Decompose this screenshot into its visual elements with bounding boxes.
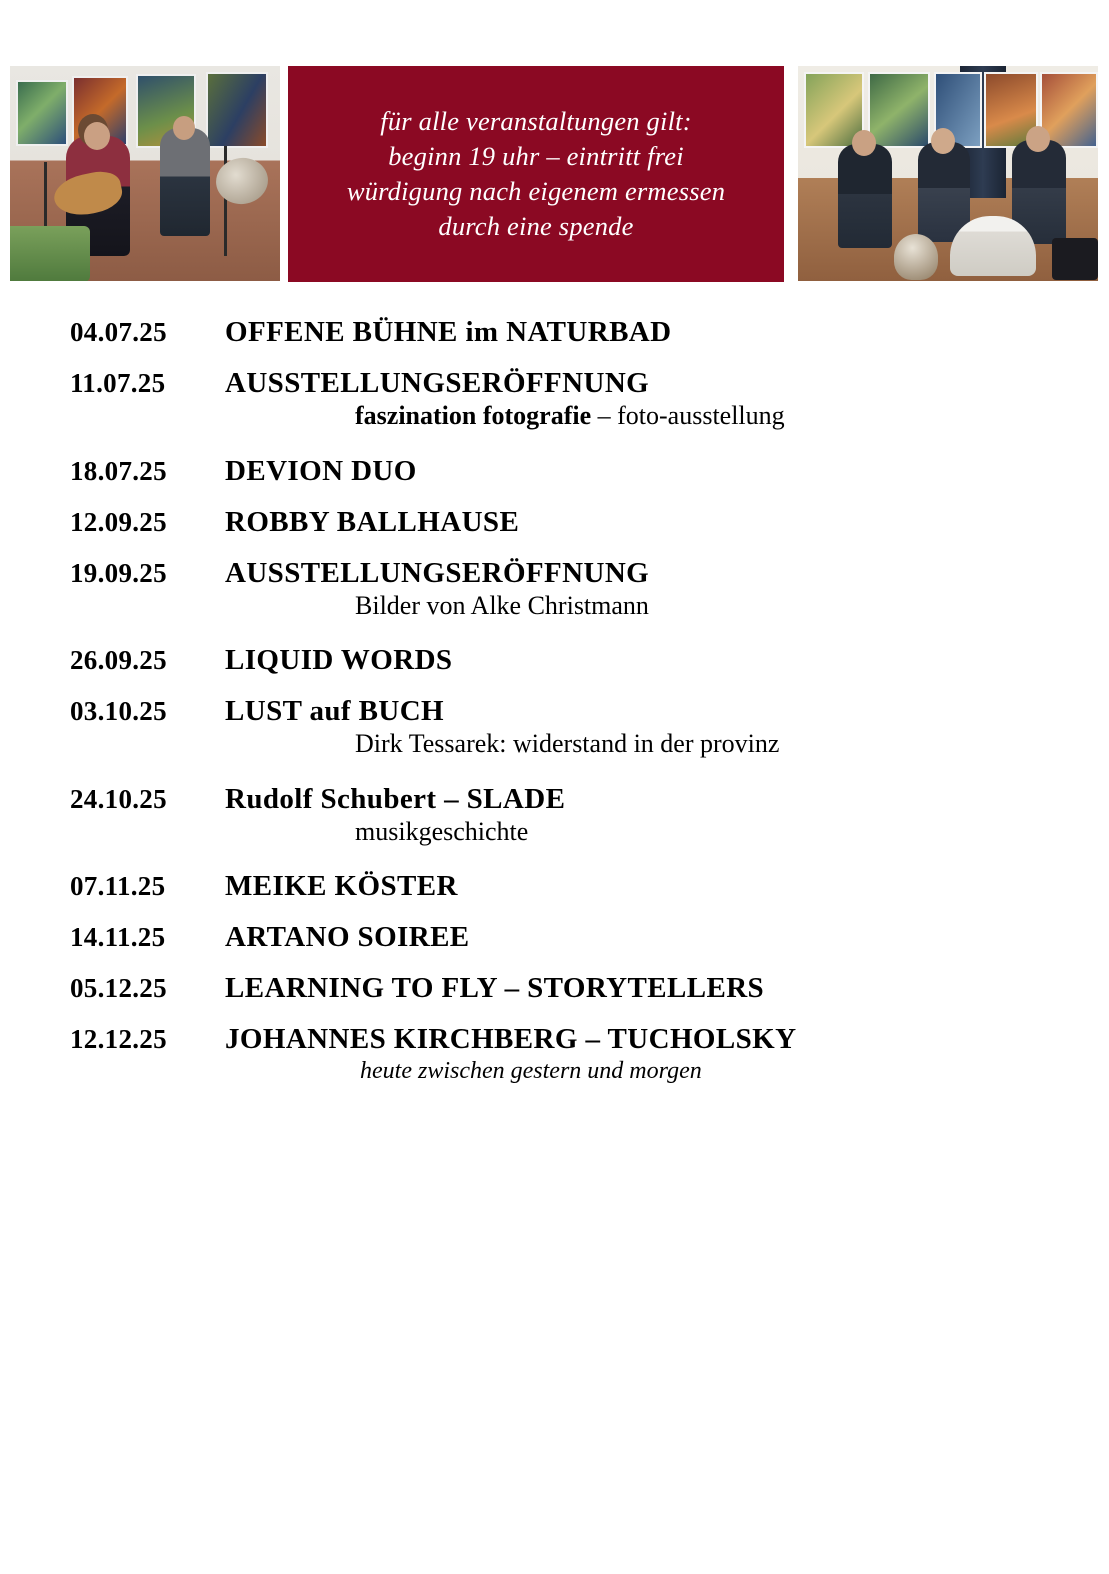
photo-left	[10, 66, 280, 281]
event-row	[0, 695, 1109, 761]
event-row	[0, 783, 1109, 849]
performer-figure	[838, 144, 892, 248]
instrument-case	[1052, 238, 1098, 280]
event-date: 11.07.25	[70, 368, 166, 398]
performer-head	[1026, 126, 1050, 152]
event-subtitle: heute zwischen gestern und morgen	[360, 1058, 702, 1084]
event-title: ARTANO SOIREE	[225, 921, 470, 953]
event-title: AUSSTELLUNGSERÖFFNUNG	[225, 556, 650, 589]
event-row	[0, 367, 1109, 433]
event-row	[0, 557, 1109, 623]
event-subtitle-bold: faszination fotografie	[355, 401, 592, 430]
event-row	[0, 1023, 1109, 1086]
notice-line-3: würdigung nach eigenem ermessen	[346, 176, 726, 206]
event-date: 24.10.25	[70, 783, 167, 814]
event-title: LEARNING TO FLY – STORYTELLERS	[225, 972, 765, 1004]
event-date: 03.10.25	[70, 696, 167, 726]
drum-icon	[213, 155, 271, 208]
notice-line-4: durch eine spende	[438, 211, 634, 242]
event-row	[0, 316, 1109, 349]
event-date: 26.09.25	[70, 645, 167, 675]
artwork-thumb	[868, 72, 930, 148]
event-row	[0, 972, 1109, 1005]
artwork-thumb	[16, 80, 68, 146]
program-list	[0, 316, 1109, 1108]
event-title: OFFENE BÜHNE im NATURBAD	[225, 316, 672, 348]
artwork-thumb	[206, 72, 268, 148]
performer-head	[173, 116, 195, 140]
event-subtitle: musikgeschichte	[355, 816, 529, 846]
event-date: 14.11.25	[70, 922, 166, 952]
notice-text	[329, 104, 743, 245]
event-title: AUSSTELLUNGSERÖFFNUNG	[225, 367, 650, 399]
photo-right-scene	[798, 66, 1098, 281]
event-row	[0, 921, 1109, 954]
event-title: MEIKE KÖSTER	[225, 870, 458, 902]
photo-right	[798, 66, 1098, 281]
event-title: LIQUID WORDS	[225, 644, 453, 676]
event-date: 19.09.25	[70, 557, 167, 588]
event-subtitle	[355, 400, 1109, 433]
drum-icon	[894, 234, 938, 280]
event-date: 05.12.25	[70, 973, 167, 1003]
performer-head	[931, 128, 955, 154]
event-row	[0, 644, 1109, 677]
event-subtitle: Dirk Tessarek: widerstand in der provinz	[355, 729, 780, 758]
event-title: JOHANNES KIRCHBERG – TUCHOLSKY	[225, 1023, 797, 1055]
event-row	[0, 455, 1109, 488]
event-title: Rudolf Schubert – SLADE	[225, 782, 566, 815]
event-row	[0, 506, 1109, 539]
event-title: ROBBY BALLHAUSE	[225, 505, 520, 538]
performer-head	[84, 122, 110, 150]
event-date: 04.07.25	[70, 317, 167, 347]
event-title: LUST auf BUCH	[225, 695, 445, 727]
event-subtitle: Bilder von Alke Christmann	[355, 590, 649, 620]
notice-line-1: für alle veranstaltungen gilt:	[380, 105, 692, 136]
performer-figure	[160, 128, 210, 236]
photo-left-scene	[10, 66, 280, 281]
event-subtitle-rest: – foto-ausstellung	[591, 401, 785, 430]
event-title: DEVION DUO	[225, 454, 417, 487]
event-row	[0, 870, 1109, 903]
event-date: 07.11.25	[70, 871, 166, 901]
notice-line-2: beginn 19 uhr – eintritt frei	[388, 140, 684, 171]
event-date: 12.12.25	[70, 1024, 167, 1054]
event-date: 18.07.25	[70, 455, 167, 486]
event-date: 12.09.25	[70, 506, 167, 537]
green-table	[10, 226, 90, 281]
header-band	[0, 66, 1109, 282]
performer-head	[852, 130, 876, 156]
notice-box	[288, 66, 784, 282]
